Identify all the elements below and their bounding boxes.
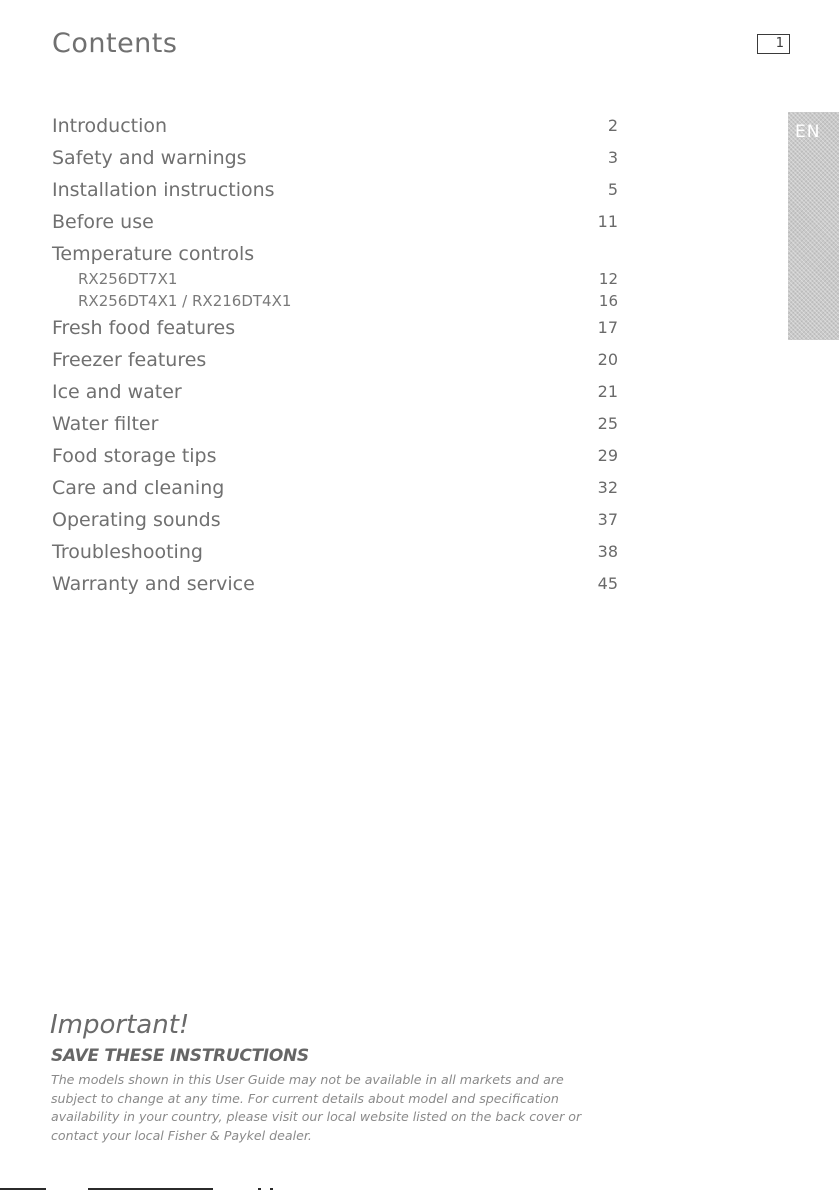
page-number: 1 [757,34,790,54]
toc-entry-title: Care and cleaning [52,477,225,499]
toc-entry-title: Ice and water [52,381,182,403]
toc-entry-title: Troubleshooting [52,541,203,563]
toc-entry-page: 29 [597,446,618,465]
toc-entry-page: 38 [597,542,618,561]
toc-entry-title: Operating sounds [52,509,221,531]
toc-entry[interactable] [52,238,622,268]
toc-entry[interactable] [52,536,622,568]
toc-entry-title: Installation instructions [52,179,275,201]
table-of-contents [52,110,622,600]
scan-edge-line [0,1188,46,1190]
toc-entry-title: Fresh food features [52,317,236,339]
toc-entry-page: 2 [607,116,618,135]
toc-entry-page: 45 [597,574,618,593]
page-title: Contents [52,28,178,59]
toc-entry-page: 11 [597,212,618,231]
toc-entry-title: Before use [52,211,154,233]
save-instructions-heading: SAVE THESE INSTRUCTIONS [51,1046,309,1066]
toc-entry-title: Water filter [52,413,159,435]
toc-entry[interactable] [52,408,622,440]
toc-subentry-page: 12 [598,270,618,288]
disclaimer-text: The models shown in this User Guide may not be available in all markets and are subject to change at any time. For current details about model and specification availability in your country, please visit our local website listed on the back cover or contact your local Fisher & Paykel dealer. [51,1072,582,1143]
toc-entry-page: 20 [597,350,618,369]
toc-entry-page: 17 [597,318,618,337]
toc-entry-title: Introduction [52,115,168,137]
toc-entry[interactable] [52,312,622,344]
toc-entry-title: Food storage tips [52,445,217,467]
toc-entry[interactable] [52,142,622,174]
toc-entry-page: 3 [607,148,618,167]
toc-entry[interactable] [52,504,622,536]
scan-edge-line [270,1188,273,1190]
toc-entry[interactable] [52,440,622,472]
toc-subentry[interactable] [52,268,622,290]
toc-entry[interactable] [52,110,622,142]
important-heading: Important! [50,1010,190,1040]
language-tab-label: EN [795,122,821,142]
toc-entry[interactable] [52,174,622,206]
toc-subentry-page: 16 [598,292,618,310]
toc-subentry[interactable] [52,290,622,312]
scan-edge-line [258,1188,261,1190]
toc-entry-title: Temperature controls [52,243,255,265]
toc-entry[interactable] [52,472,622,504]
toc-entry-page: 21 [597,382,618,401]
toc-subentry-title: RX256DT4X1 / RX216DT4X1 [78,292,292,310]
toc-entry-page: 5 [607,180,618,199]
toc-entry-page: 37 [597,510,618,529]
toc-entry-page: 25 [597,414,618,433]
toc-entry[interactable] [52,206,622,238]
toc-entry-title: Safety and warnings [52,147,247,169]
language-tab [788,112,839,340]
toc-entry[interactable] [52,344,622,376]
toc-entry[interactable] [52,568,622,600]
scan-edge-line [88,1188,213,1190]
toc-entry-page: 32 [597,478,618,497]
toc-entry-title: Warranty and service [52,573,255,595]
toc-entry[interactable] [52,376,622,408]
toc-entry-title: Freezer features [52,349,207,371]
toc-subentry-title: RX256DT7X1 [78,270,178,288]
